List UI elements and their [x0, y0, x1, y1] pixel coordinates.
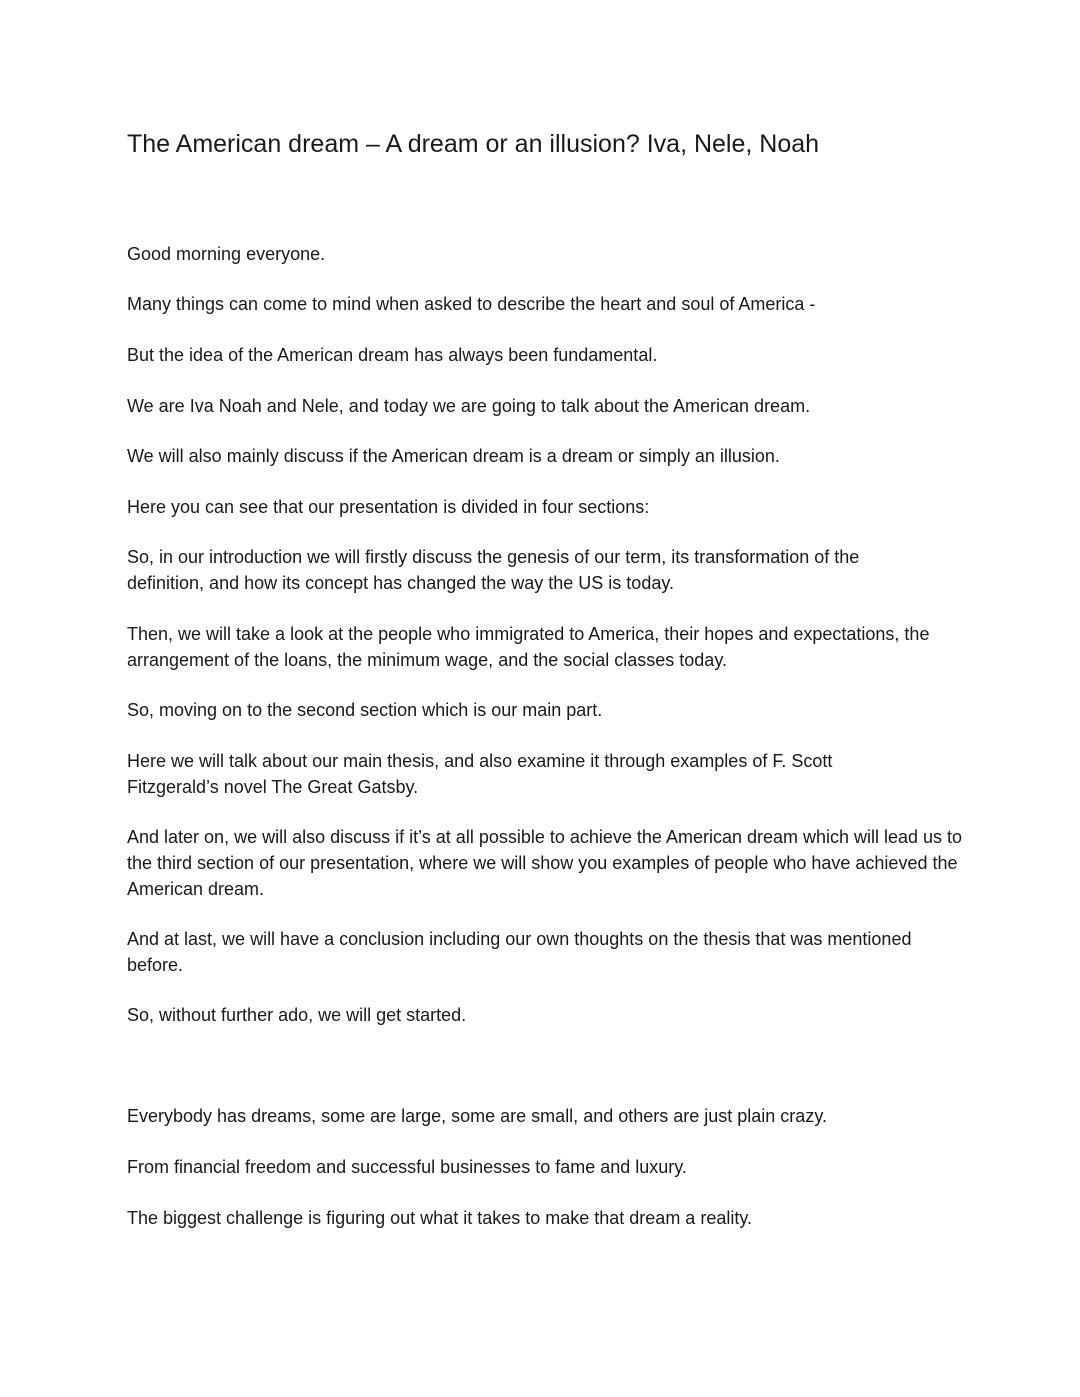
- paragraph: And at last, we will have a conclusion including our own thoughts on the thesis that was mentioned before.: [127, 929, 912, 975]
- paragraph: Everybody has dreams, some are large, some are small, and others are just plain crazy.: [127, 1106, 827, 1126]
- paragraph: Then, we will take a look at the people who immigrated to America, their hopes and expectations, the arrangement of the loans, the minimum wage, and the social classes today.: [127, 624, 930, 670]
- paragraph: Here we will talk about our main thesis, and also examine it through examples of F. Scott Fitzgerald’s novel The Great Gatsby.: [127, 751, 833, 797]
- paragraph: So, in our introduction we will firstly discuss the genesis of our term, its transformation of the definition, and how its concept has changed the way the US is today.: [127, 547, 860, 593]
- paragraph: Many things can come to mind when asked to describe the heart and soul of America -: [127, 294, 816, 314]
- paragraph: Here you can see that our presentation is divided in four sections:: [127, 497, 650, 517]
- paragraph: So, without further ado, we will get started.: [127, 1005, 467, 1025]
- paragraph: So, moving on to the second section which is our main part.: [127, 700, 603, 720]
- document-title: The American dream – A dream or an illusion? Iva, Nele, Noah: [127, 130, 820, 158]
- paragraph: But the idea of the American dream has always been fundamental.: [127, 345, 658, 365]
- paragraph: And later on, we will also discuss if it’s at all possible to achieve the American dream which will lead us to the third section of our presentation, where we will show you examples of people who have achieved the American dream.: [127, 827, 963, 899]
- paragraph: The biggest challenge is figuring out what it takes to make that dream a reality.: [127, 1208, 752, 1228]
- paragraph-greeting: Good morning everyone.: [127, 244, 326, 264]
- paragraph: From financial freedom and successful businesses to fame and luxury.: [127, 1157, 687, 1177]
- paragraph: We will also mainly discuss if the American dream is a dream or simply an illusion.: [127, 446, 780, 466]
- paragraph: We are Iva Noah and Nele, and today we are going to talk about the American dream.: [127, 396, 811, 416]
